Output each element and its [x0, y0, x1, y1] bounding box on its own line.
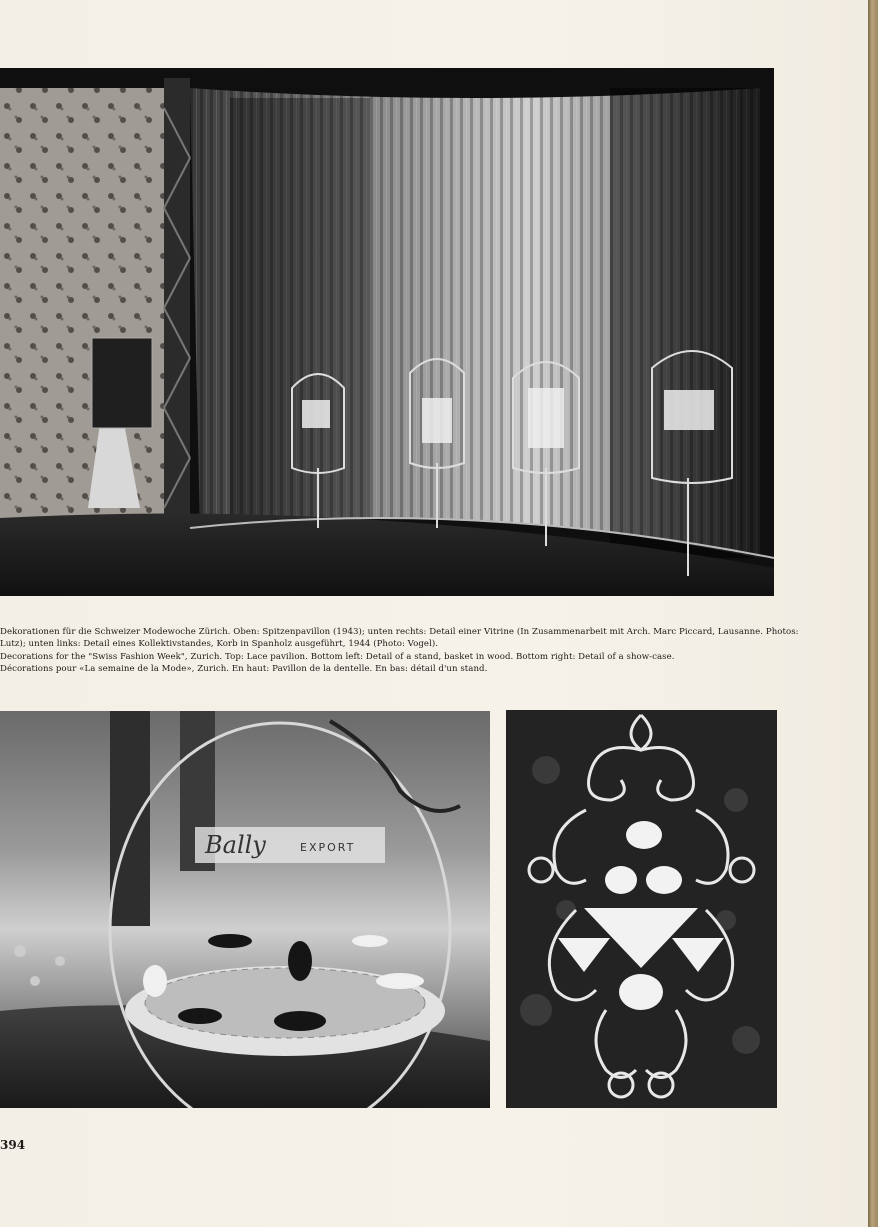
- shoe-basket-photo: [0, 711, 490, 1108]
- vitrine-detail-photo: [506, 710, 777, 1108]
- caption-english: Decorations for the "Swiss Fashion Week", Zurich. Top: Lace pavilion. Bottom left: Detail of a stand, basket in wood. Bottom right: Detail of a show-case.: [0, 651, 675, 662]
- bally-sign-text: Bally: [205, 831, 266, 859]
- lace-pavilion-photo: [0, 68, 774, 596]
- caption-german-line-1: Dekorationen für die Schweizer Modewoche Zürich. Oben: Spitzenpavillon (1943); unten rechts: Detail einer Vitrine (In Zusammenarbeit mit Arch. Marc Piccard, Lausanne. Photos:: [0, 627, 799, 637]
- caption-block: [0, 626, 799, 676]
- caption-german-line-2: Lutz); unten links: Detail eines Kollektivstandes, Korb in Spanholz ausgeführt, 1944 (Photo: Vogel).: [0, 639, 439, 650]
- caption-french: Décorations pour «La semaine de la Mode», Zurich. En haut: Pavillon de la dentelle. En bas: détail d'un stand.: [0, 664, 488, 675]
- export-sign-text: EXPORT: [300, 841, 356, 854]
- page-edge: [868, 0, 878, 1227]
- page-number: 394: [0, 1138, 26, 1152]
